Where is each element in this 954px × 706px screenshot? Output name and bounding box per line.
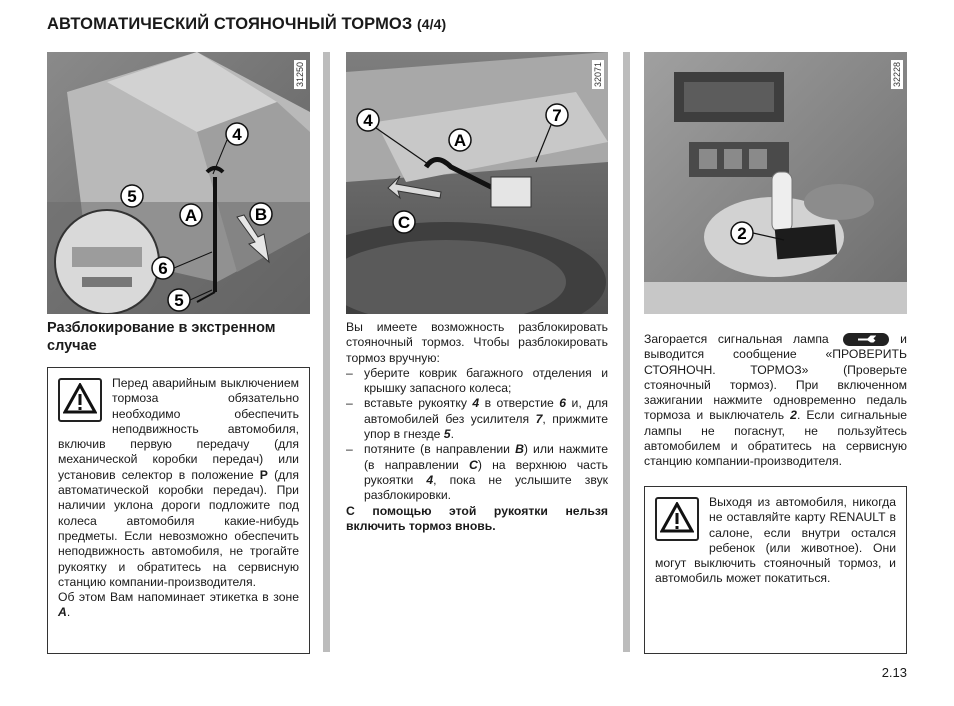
callout-4: 4 bbox=[232, 125, 242, 144]
callout-2: 2 bbox=[737, 224, 747, 243]
callout-5b: 5 bbox=[174, 291, 184, 310]
title-text: АВТОМАТИЧЕСКИЙ СТОЯНОЧНЫЙ ТОРМОЗ bbox=[47, 15, 413, 33]
warning-text-1: Перед аварийным выключением тормоза обязательно необходимо обеспечить неподвижность автомобиля, включив первую передачу (для механической коробки передач) или установив селектор в положение bbox=[58, 376, 299, 482]
callout-A-mid: A bbox=[453, 131, 467, 150]
warning-bold-1: P bbox=[259, 467, 268, 482]
warning-text-2: Об этом Вам напоминает этикетка в зоне bbox=[58, 590, 299, 605]
steps-list bbox=[346, 366, 608, 504]
warning-text-1-end: (для автоматической коробки передач). При наличии уклона дороги подложите под колеса автомобиля какие-нибудь предметы. Если невозможно обеспечить неподвижность автомобиля, не трогайте рукоятку и обратитесь на сервисную станцию компании-производителя. bbox=[58, 467, 299, 589]
column-divider-2 bbox=[623, 52, 630, 652]
callout-4-mid: 4 bbox=[363, 111, 373, 130]
list-item: – потяните (в направлении B) или нажмите (в направлении C) на верхнюю часть рукоятки 4, пока не услышите звук разблокировки. bbox=[346, 442, 608, 503]
right-text bbox=[644, 332, 907, 470]
page-title bbox=[47, 15, 446, 34]
wrench-warning-lamp-icon bbox=[843, 333, 889, 346]
callout-7: 7 bbox=[552, 106, 562, 125]
warning-bold-2: A bbox=[58, 605, 67, 620]
photo-code: 31250 bbox=[295, 62, 305, 88]
column-divider-1 bbox=[323, 52, 330, 652]
photo-center-console bbox=[644, 52, 907, 314]
section-subtitle: Разблокирование в экстренном случае bbox=[47, 320, 276, 354]
callout-C: C bbox=[397, 213, 411, 232]
list-item: – вставьте рукоятку 4 в отверстие 6 и, для автомобилей без усилителя 7, прижмите упор в гнезде 5. bbox=[346, 396, 608, 442]
right-text-bold: 2 bbox=[790, 408, 797, 423]
callout-5: 5 bbox=[127, 187, 137, 206]
warning-text-2-end: . bbox=[66, 605, 71, 620]
warning-box-right bbox=[644, 486, 907, 654]
middle-text bbox=[346, 320, 608, 534]
callout-6: 6 bbox=[158, 259, 168, 278]
right-text-a: Загорается сигнальная лампа bbox=[644, 332, 829, 346]
page-number: 2.13 bbox=[881, 665, 907, 680]
photo-code: 32228 bbox=[892, 62, 902, 88]
callout-A: A bbox=[184, 206, 198, 225]
intro-text: Вы имеете возможность разблокировать стояночный тормоз. Чтобы разблокировать тормоз вручную: bbox=[346, 320, 608, 365]
warning-icon bbox=[655, 497, 699, 541]
right-text-c: . Если сигнальные лампы не погаснут, не пользуйтесь автомобилем и обратитесь на сервисную станцию компании-производителя. bbox=[644, 408, 907, 469]
callout-B: B bbox=[254, 205, 268, 224]
photo-trunk-lever bbox=[47, 52, 310, 314]
photo-spare-wheel bbox=[346, 52, 608, 314]
right-text-b: и выводится сообщение «ПРОВЕРИТЬ СТОЯНОЧН. ТОРМОЗ» (Проверьте стояночный тормоз). При включенном зажигании нажмите одновременно педаль тормоза и выключатель bbox=[644, 332, 907, 423]
warning-icon bbox=[58, 378, 102, 422]
warning-box-left bbox=[47, 367, 310, 654]
photo-code: 32071 bbox=[593, 62, 603, 88]
list-item: – уберите коврик багажного отделения и крышку запасного колеса; bbox=[346, 366, 608, 397]
warning-text-right: Выходя из автомобиля, никогда не оставляйте карту RENAULT в салоне, если внутри остался ребенок (или животное). Они могут выключить стояночный тормоз, и автомобиль может покатиться. bbox=[655, 495, 896, 586]
note-bold: С помощью этой рукоятки нельзя включить тормоз вновь. bbox=[346, 503, 608, 533]
title-page-part: (4/4) bbox=[416, 16, 447, 32]
